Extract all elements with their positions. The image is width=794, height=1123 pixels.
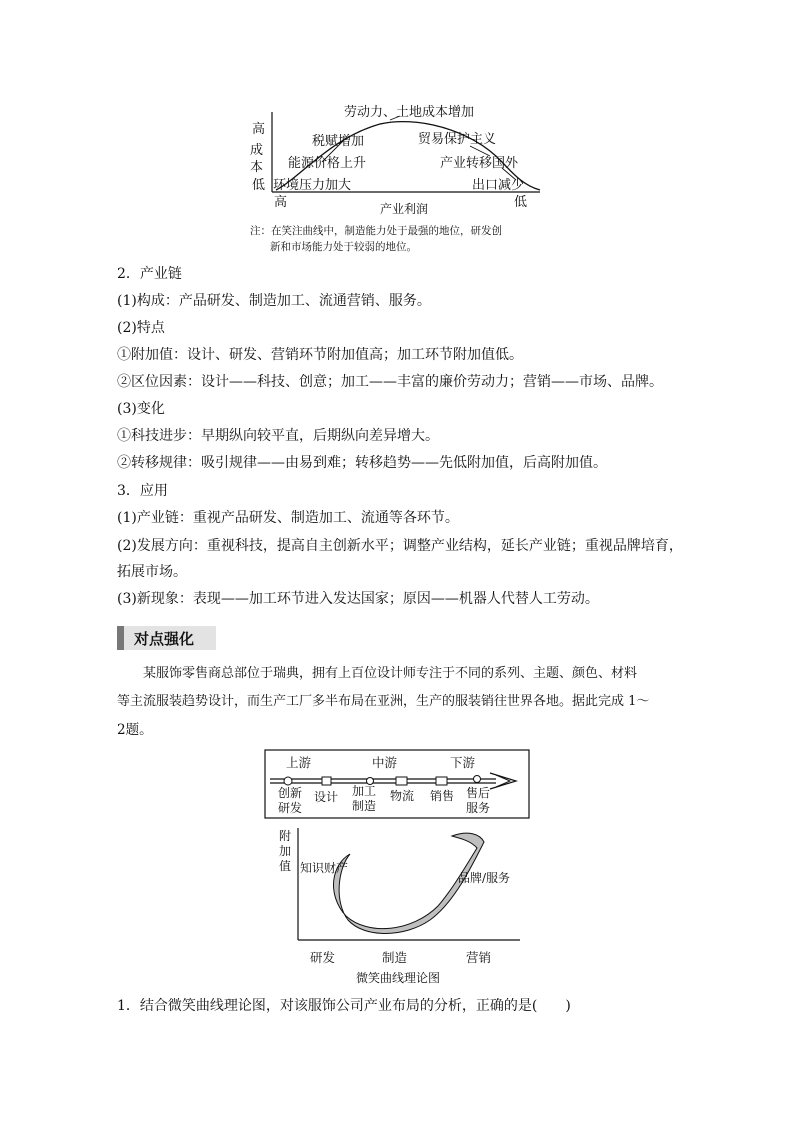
fig1-export: 出口减少 [472, 178, 525, 193]
fig1-tax: 税赋增加 [312, 134, 365, 149]
chain-s1a: 创新 [278, 786, 303, 800]
fig1-transfer: 产业转移国外 [440, 156, 519, 171]
smile-right-tag: 品牌/服务 [458, 871, 511, 885]
heading-industrial-chain: 2．产业链 [117, 266, 182, 282]
fig1-x-high: 高 [274, 195, 288, 210]
innovation-icon [284, 777, 292, 785]
smile-y-label-2: 加 [279, 844, 292, 858]
smile-x-research: 研发 [310, 950, 336, 965]
chain-s5: 销售 [430, 789, 455, 803]
smile-x-manufacturing: 制造 [382, 950, 408, 965]
chain-s6b: 服务 [466, 801, 491, 815]
smile-caption: 微笑曲线理论图 [356, 971, 441, 985]
fig1-note-1: 注：在笑注曲线中，制造能力处于最强的地位，研发创 [250, 225, 502, 237]
industry-chain-diagram [264, 749, 530, 821]
chain-s1b: 研发 [278, 801, 303, 815]
chain-upstream: 上游 [286, 755, 312, 770]
body-line: (1)构成：产品研发、制造加工、流通营销、服务。 [117, 293, 431, 309]
chain-s2: 设计 [314, 790, 339, 804]
fig1-top-label: 劳动力、土地成本增加 [344, 105, 475, 120]
cart-icon [436, 777, 447, 785]
body-line: (2)特点 [117, 320, 165, 336]
design-icon [322, 777, 331, 785]
body-line: (2)发展方向：重视科技，提高自主创新水平；调整产业结构，延长产业链；重视品牌培育， [117, 538, 683, 554]
body-line: ②转移规律：吸引规律——由易到难；转移趋势——先低附加值，后高附加值。 [117, 455, 607, 471]
fig1-y-mid1: 成 [250, 143, 264, 158]
passage-line: 某服饰零售商总部位于瑞典，拥有上百位设计师专注于不同的系列、主题、颜色、材料 [143, 666, 638, 681]
chain-arrow-icon [490, 773, 516, 789]
fig1-y-high: 高 [252, 122, 266, 137]
body-line: (3)新现象：表现——加工环节进入发达国家；原因——机器人代替人工劳动。 [117, 591, 599, 607]
fig1-note-2: 新和市场能力处于较弱的地位。 [270, 241, 417, 253]
body-line: ①科技进步：早期纵向较平直，后期纵向差异增大。 [117, 428, 439, 444]
chain-s4: 物流 [390, 789, 415, 803]
chain-s3a: 加工 [352, 784, 377, 798]
question-1: 1．结合微笑曲线理论图，对该服饰公司产业布局的分析，正确的是( ) [117, 998, 571, 1014]
fig1-x-title: 产业利润 [380, 202, 429, 216]
service-icon [474, 776, 481, 783]
body-line: (1)产业链：重视产品研发、制造加工、流通等各环节。 [117, 510, 459, 526]
body-line: ②区位因素：设计——科技、创意；加工——丰富的廉价劳动力；营销——市场、品牌。 [117, 374, 663, 390]
smile-y-label-3: 值 [279, 859, 292, 873]
body-line: (3)变化 [117, 401, 165, 417]
section-header [117, 626, 216, 650]
chain-s6a: 售后 [466, 786, 491, 800]
cost-profit-figure [240, 98, 560, 256]
truck-icon [396, 777, 407, 785]
passage-line: 2题。 [117, 722, 153, 738]
heading-application: 3．应用 [117, 483, 168, 499]
body-line: ①附加值：设计、研发、营销环节附加值高；加工环节附加值低。 [117, 347, 523, 363]
fig1-x-low: 低 [514, 195, 528, 210]
fig1-energy: 能源价格上升 [288, 156, 367, 171]
smile-x-marketing: 营销 [466, 950, 492, 965]
fig1-y-mid2: 本 [250, 160, 264, 175]
smile-curve-figure [272, 824, 534, 992]
fig1-env: 环境压力加大 [273, 178, 352, 193]
chain-midstream: 中游 [372, 755, 398, 770]
chain-downstream: 下游 [450, 755, 476, 770]
fig1-y-low: 低 [252, 178, 266, 193]
fig1-protect: 贸易保护主义 [418, 132, 497, 147]
smile-y-label-1: 附 [279, 829, 292, 843]
smile-left-tag: 知识财产 [300, 861, 349, 875]
body-line: 拓展市场。 [117, 564, 187, 580]
section-title: 对点强化 [134, 630, 195, 648]
chain-s3b: 制造 [352, 799, 377, 813]
passage-line: 等主流服装趋势设计，而生产工厂多半布局在亚洲，生产的服装销往世界各地。据此完成 1～ [117, 694, 650, 709]
